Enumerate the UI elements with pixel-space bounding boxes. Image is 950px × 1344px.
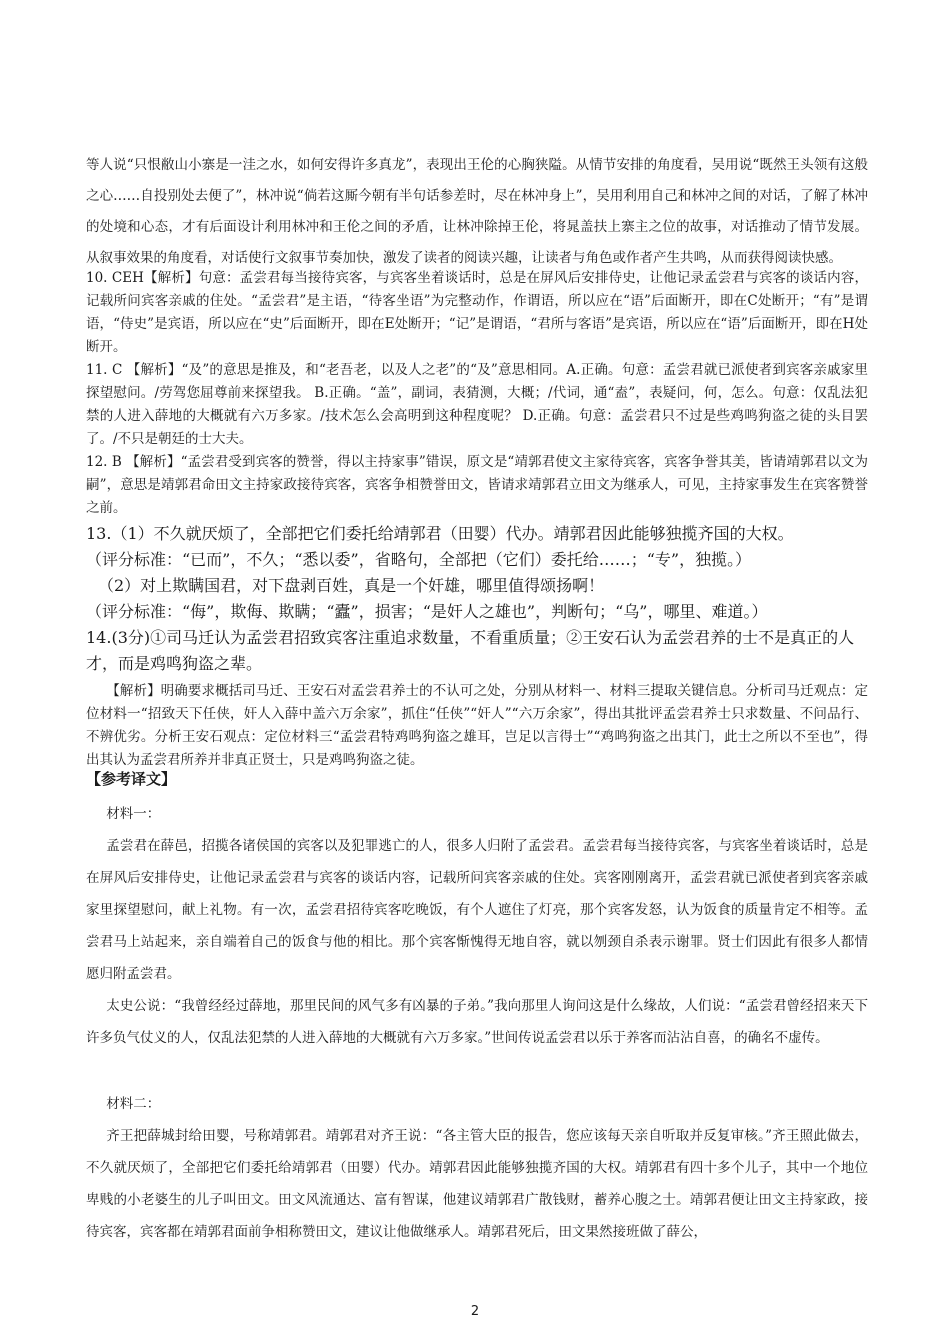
material-2-translation: 齐王把薛城封给田婴，号称靖郭君。靖郭君对齐王说：“各主管大臣的报告，您应该每天亲自听取并反复审核。”齐王照此做去，不久就厌烦了，全部把它们委托给靖郭君（田婴）代办。靖郭君因此能够独揽齐国的大权。靖郭君有四十多个儿子，其中一个地位卑贱的小老婆生的儿子叫田文。田文风流通达、富有智谋，他建议靖郭君广散钱财，蓄养心腹之士。靖郭君便让田文主持家政，接待宾客，宾客都在靖郭君面前争相称赞田文，建议让他做继承人。靖郭君死后，田文果然接班做了薛公， (86, 1128, 868, 1240)
answer-13-part2: （2）对上欺瞒国君，对下盘剥百姓，真是一个奸雄，哪里值得颂扬啊！ (98, 576, 605, 595)
material-1-translation: 孟尝君在薛邑，招揽各诸侯国的宾客以及犯罪逃亡的人，很多人归附了孟尝君。孟尝君每当接待宾客，与宾客坐着谈话时，总是在屏风后安排侍史，让他记录孟尝君与宾客的谈话内容，记载所问宾客亲戚的住处。宾客刚刚离开，孟尝君就已派使者到宾客亲戚家里探望慰问，献上礼物。有一次，孟尝君招待宾客吃晚饭，有个人遮住了灯亮，那个宾客发怒，认为饭食的质量肯定不相等。孟尝君马上站起来，亲自端着自己的饭食与他的相比。那个宾客惭愧得无地自容，就以刎颈自杀表示谢罪。贤士们因此有很多人都情愿归附孟尝君。 (86, 838, 868, 982)
reference-translation-title: 【参考译文】 (86, 770, 177, 788)
material-1-taishigong: 太史公说：“我曾经经过薛地，那里民间的风气多有凶暴的子弟。”我向那里人询问这是什么缘故，人们说：“孟尝君曾经招来天下许多负气仗义的人，仅乱法犯禁的人进入薛地的大概就有六万多家。”世间传说孟尝君以乐于养客而沾沾自喜，的确名不虚传。 (86, 998, 868, 1046)
material-1-heading: 材料一： (106, 806, 161, 822)
page-number: 2 (470, 1304, 480, 1319)
answer-14-analysis: 【解析】明确要求概括司马迁、王安石对孟尝君养士的不认可之处，分别从材料一、材料三提取关键信息。分析司马迁观点：定位材料一“招致天下任侠，奸人入薛中盖六万余家”，抓住“任侠”“奸人”“六万余家”，得出其批评孟尝君养士只求数量、不问品行、不辨优劣。分析王安石观点：定位材料三“孟尝君特鸡鸣狗盗之雄耳，岂足以言得士”“鸡鸣狗盗之出其门，此士之所以不至也”，得出其认为孟尝君所养并非真正贤士，只是鸡鸣狗盗之徒。 (86, 683, 868, 768)
answer-10: 10. CEH【解析】句意：孟尝君每当接待宾客，与宾客坐着谈话时，总是在屏风后安排侍史，让他记录孟尝君与宾客的谈话内容，记载所问宾客亲戚的住处。“孟尝君”是主语，“待客坐语”为完整动作，作谓语，所以应在“语”后面断开，即在C处断开；“有”是谓语，“侍史”是宾语，所以应在“史”后面断开，即在E处断开；“记”是谓语，“君所与客语”是宾语，所以应在“语”后面断开，即在H处断开。 (86, 270, 868, 355)
answer-12: 12. B 【解析】“孟尝君受到宾客的赞誉，得以主持家事”错误，原文是“靖郭君使文主家待宾客，宾客争誉其美，皆请靖郭君以文为嗣”，意思是靖郭君命田文主持家政接待宾客，宾客争相赞誉田文，皆请求靖郭君立田文为继承人，可见，主持家事发生在宾客赞誉之前。 (86, 454, 868, 516)
answer-13-part1-scoring: （评分标准：“已而”，不久；“悉以委”，省略句，全部把（它们）委托给……；“专”，独揽。） (86, 550, 752, 569)
answer-13-part2-scoring: （评分标准：“侮”，欺侮、欺瞒；“蠹”，损害；“是奸人之雄也”，判断句；“乌”，哪里、难道。） (86, 602, 768, 621)
paragraph-analysis-continued: 等人说“只恨敝山小寨是一洼之水，如何安得许多真龙”，表现出王伦的心胸狭隘。从情节安排的角度看，吴用说“既然王头领有这般之心……自投别处去便了”，林冲说“倘若这厮今朝有半句话参差时，尽在林冲身上”，吴用利用自己和林冲之间的对话，了解了林冲的处境和心态，才有后面设计利用林冲和王伦之间的矛盾，让林冲除掉王伦，将晁盖扶上寨主之位的故事，对话推动了情节发展。从叙事效果的角度看，对话使行文叙事节奏加快，激发了读者的阅读兴趣，让读者与角色或作者产生共鸣，从而获得阅读快感。 (86, 157, 868, 266)
answer-11: 11. C 【解析】“及”的意思是推及，和“老吾老，以及人之老”的“及”意思相同。A.正确。句意：孟尝君就已派使者到宾客亲戚家里探望慰问。/劳驾您屈尊前来探望我。 B.正确。“盖”，副词，表猜测，大概；/代词，通“盍”，表疑问，何，怎么。句意：仅乱法犯禁的人进入薛地的大概就有六万多家。/技术怎么会高明到这种程度呢？ D.正确。句意：孟尝君只不过是些鸡鸣狗盗之徒的头目罢了。/不只是朝廷的士大夫。 (86, 362, 868, 447)
answer-13-part1: 13.（1）不久就厌烦了，全部把它们委托给靖郭君（田婴）代办。靖郭君因此能够独揽齐国的大权。 (86, 524, 794, 543)
material-2-heading: 材料二： (106, 1096, 161, 1112)
answer-14: 14.(3分)①司马迁认为孟尝君招致宾客注重追求数量，不看重质量；②王安石认为孟尝君养的士不是真正的人才，而是鸡鸣狗盗之辈。 (86, 628, 855, 673)
